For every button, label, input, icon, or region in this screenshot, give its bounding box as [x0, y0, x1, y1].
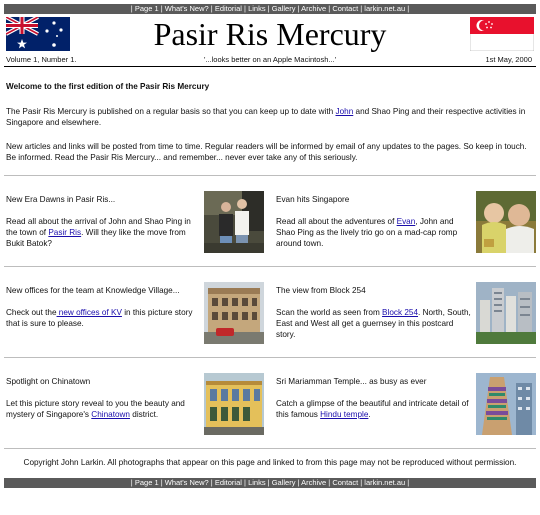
intro-paragraph-2: New articles and links will be posted from time to time. Regular readers will be informed by email of any updates to the pages. So keep in touch. Be informed. Read the Pasir Ris Mercury... and remember... never ever take any of this seriously. — [6, 142, 527, 162]
nav-contact-link[interactable]: Contact — [332, 4, 359, 13]
story-chinatown — [6, 358, 268, 448]
john-link[interactable]: John — [335, 107, 354, 116]
story-description — [276, 216, 474, 249]
nav-archive-link[interactable]: Archive — [301, 478, 327, 487]
block-254-link[interactable]: Block 254 — [382, 308, 419, 317]
nav-gallery-link[interactable]: Gallery — [271, 478, 296, 487]
story-text: Check out the — [6, 308, 57, 317]
nav-links-link[interactable]: Links — [248, 4, 266, 13]
nav-page1-link[interactable]: Page 1 — [134, 478, 159, 487]
story-evan — [276, 176, 538, 266]
story-heading: New Era Dawns in Pasir Ris... — [6, 195, 116, 204]
story-heading: The view from Block 254 — [276, 286, 366, 295]
story-knowledge-village — [6, 267, 268, 357]
story-description — [276, 398, 474, 420]
hindu-temple-link[interactable]: Hindu temple — [320, 410, 369, 419]
nav-editorial-link[interactable]: Editorial — [214, 4, 242, 13]
story-heading: Evan hits Singapore — [276, 195, 350, 204]
nav-home-link[interactable]: larkin.net.au — [364, 4, 406, 13]
intro-p1-text: The Pasir Ris Mercury is published on a regular basis so that you can keep up to date with — [6, 107, 336, 116]
tagline: '...looks better on an Apple Macintosh...' — [203, 55, 337, 64]
nav-whats-new-link[interactable]: What's New? — [164, 478, 209, 487]
nav-editorial-link[interactable]: Editorial — [214, 478, 242, 487]
story-pasir-ris — [6, 176, 268, 266]
nav-whats-new-link[interactable]: What's New? — [164, 4, 209, 13]
intro-p1-text-2: and Shao Ping and their respective activities in Singapore and elsewhere. — [6, 107, 526, 127]
story-heading: Sri Mariamman Temple... as busy as ever — [276, 377, 427, 386]
pasir-ris-link[interactable]: Pasir Ris — [48, 228, 82, 237]
story-description — [276, 307, 474, 340]
nav-links-link[interactable]: Links — [248, 478, 266, 487]
story-text-2: . North, South, East and West all get a guernsey in this postcard story. — [276, 308, 471, 339]
story-row-2 — [4, 267, 536, 357]
welcome-heading: Welcome to the first edition of the Pasir Ris Mercury — [6, 82, 210, 91]
nav-gallery-link[interactable]: Gallery — [271, 4, 296, 13]
singapore-flag-icon — [470, 17, 534, 51]
chinatown-link[interactable]: Chinatown — [91, 410, 130, 419]
story-sri-mariamman — [276, 358, 538, 448]
story-heading: New offices for the team at Knowledge Village... — [6, 286, 180, 295]
issue-line — [4, 54, 536, 67]
city-skyline-photo[interactable] — [476, 282, 536, 344]
story-description — [6, 307, 201, 329]
issue-number: Volume 1, Number 1. — [6, 55, 77, 64]
intro-paragraph-1 — [6, 106, 534, 128]
top-nav-bar: | Page 1 | What's New? | Editorial | Links | Gallery | Archive | Contact | larkin.net.au | — [4, 4, 536, 14]
intro-section — [4, 81, 536, 163]
story-text: Read all about the adventures of — [276, 217, 397, 226]
story-description — [6, 398, 201, 420]
story-description — [6, 216, 201, 249]
story-text-2: . — [368, 410, 371, 419]
masthead — [4, 14, 536, 54]
story-text: Scan the world as seen from — [276, 308, 383, 317]
story-text: Read all about the arrival of John and Shao Ping in the town of — [6, 217, 191, 237]
office-building-photo[interactable] — [204, 282, 264, 344]
story-heading: Spotlight on Chinatown — [6, 377, 91, 386]
divider — [4, 448, 536, 449]
nav-page1-link[interactable]: Page 1 — [134, 4, 159, 13]
story-text: Let this picture story reveal to you the beauty and mystery of Singapore's — [6, 399, 185, 419]
story-text-2: in this picture story that is sure to please. — [6, 308, 193, 328]
story-text-2: . Will they like the move from Bukit Batok? — [6, 228, 186, 248]
story-text: Catch a glimpse of the beautiful and intricate detail of this famous — [276, 399, 469, 419]
evan-link[interactable]: Evan — [396, 217, 416, 226]
couple-photo[interactable] — [204, 191, 264, 253]
issue-date: 1st May, 2000 — [485, 55, 532, 64]
nav-archive-link[interactable]: Archive — [301, 4, 327, 13]
story-block-254 — [276, 267, 538, 357]
bottom-nav-bar: | Page 1 | What's New? | Editorial | Links | Gallery | Archive | Contact | larkin.net.au | — [4, 478, 536, 488]
nav-contact-link[interactable]: Contact — [332, 478, 359, 487]
page-title: Pasir Ris Mercury — [153, 16, 387, 52]
chinatown-shophouse-photo[interactable] — [204, 373, 264, 435]
story-text-2: district. — [129, 410, 159, 419]
story-text-2: , John and Shao Ping as the lively trio go on a mad-cap romp around town. — [276, 217, 458, 248]
two-men-photo[interactable] — [476, 191, 536, 253]
temple-photo[interactable] — [476, 373, 536, 435]
kv-offices-link[interactable]: new offices of KV — [56, 308, 122, 317]
copyright-notice: Copyright John Larkin. All photographs that appear on this page and linked to from this page may not be reproduced without permission. — [23, 458, 517, 467]
story-row-3 — [4, 358, 536, 448]
story-row-1 — [4, 176, 536, 266]
nav-home-link[interactable]: larkin.net.au — [364, 478, 406, 487]
